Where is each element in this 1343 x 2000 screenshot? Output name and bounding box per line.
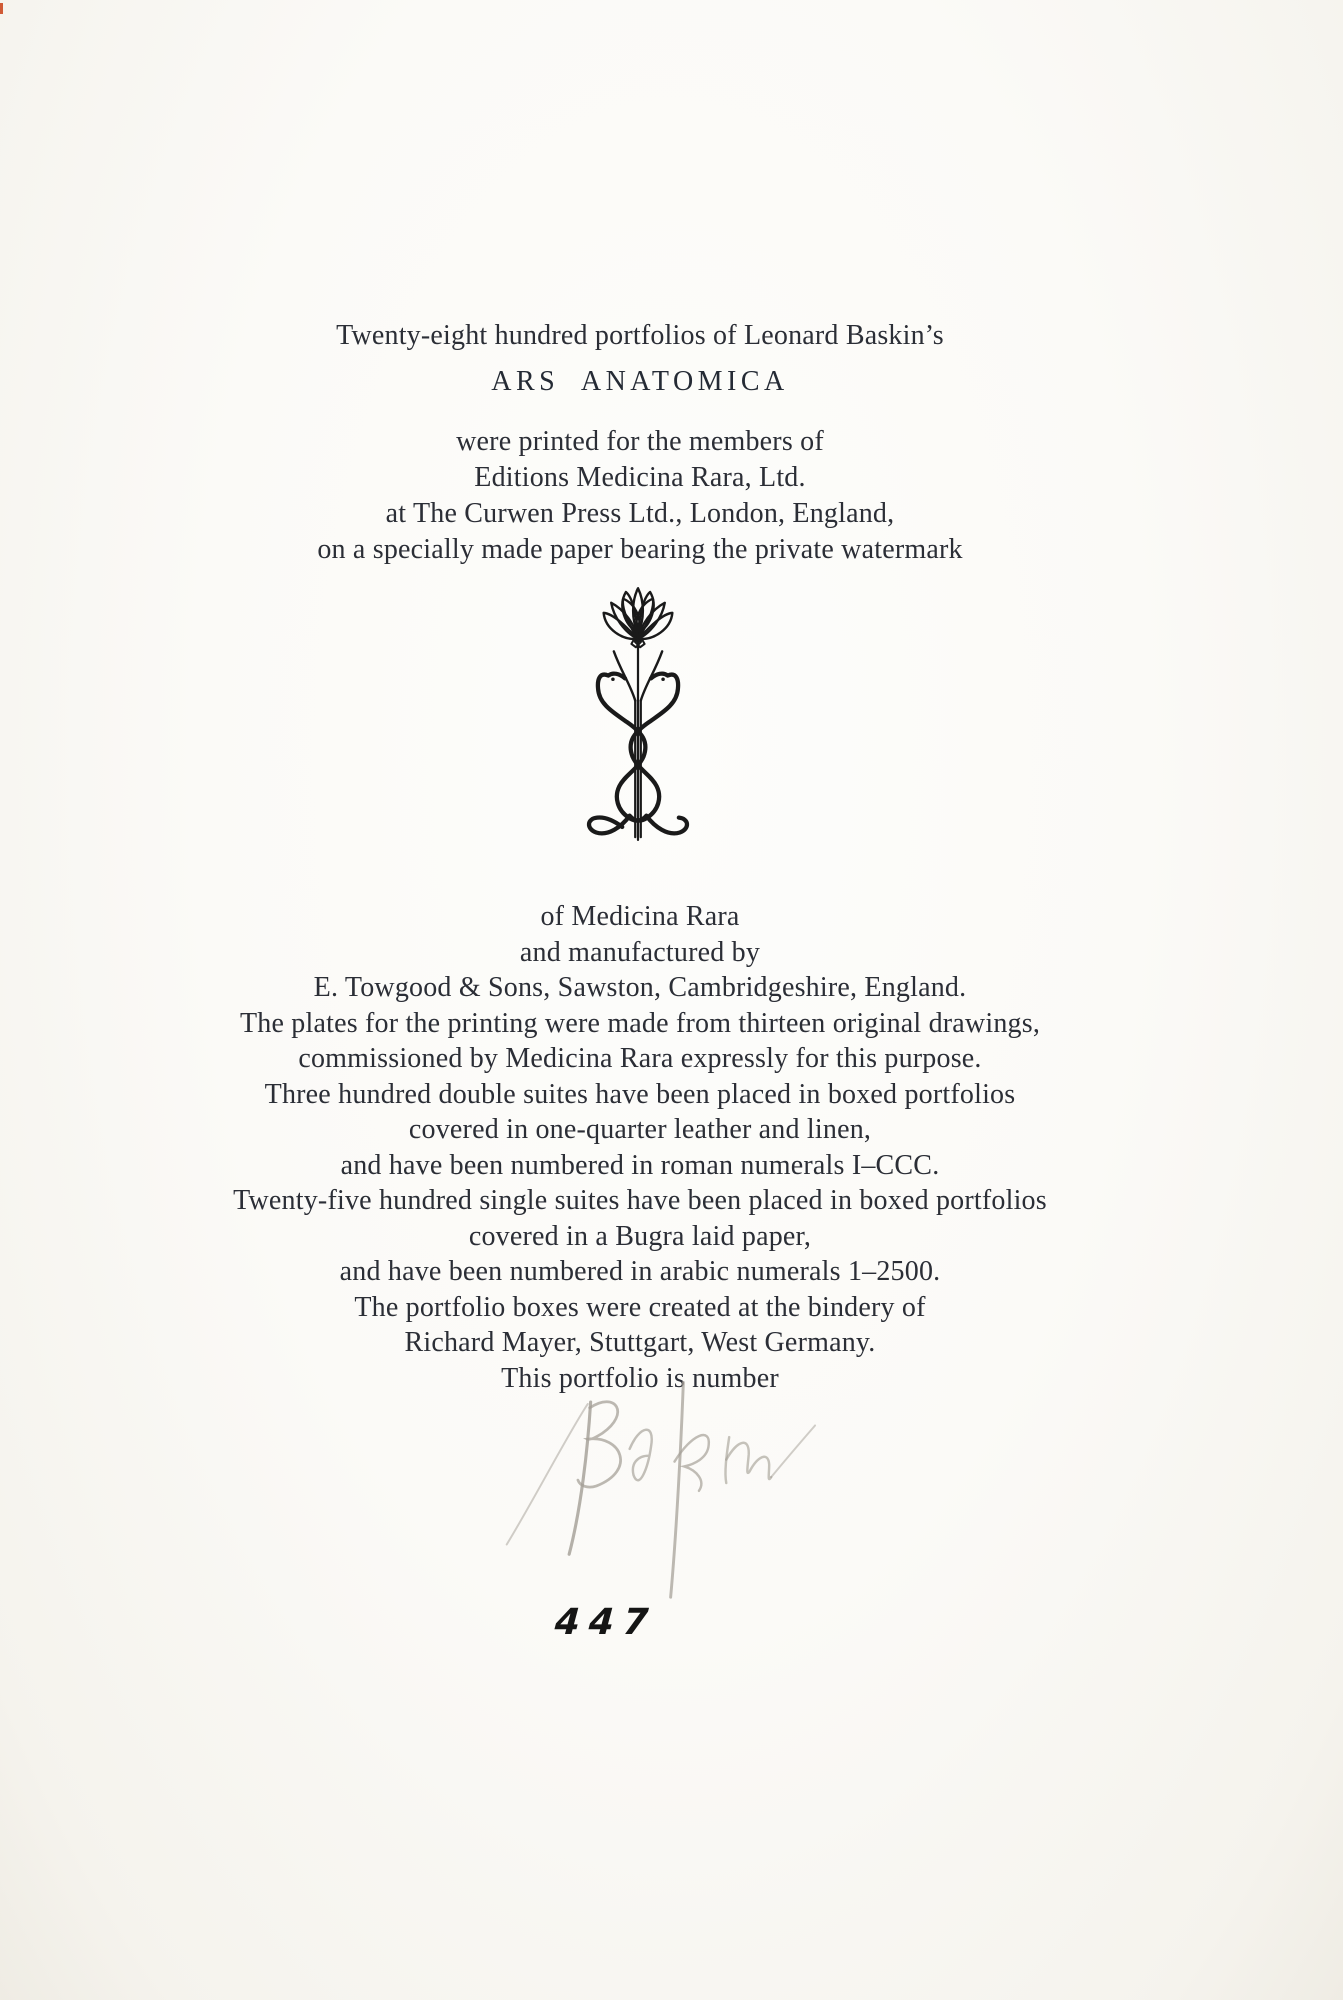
colophon-line: The plates for the printing were made from thirteen original drawings, bbox=[239, 1008, 1041, 1039]
colophon-line: and have been numbered in roman numerals I–CCC. bbox=[340, 1150, 940, 1181]
page-edge-mark bbox=[0, 3, 3, 14]
colophon-line: This portfolio is number bbox=[501, 1363, 779, 1394]
colophon-line: Twenty-five hundred single suites have been placed in boxed portfolios bbox=[233, 1185, 1047, 1216]
portfolio-number: 447 bbox=[553, 1602, 659, 1643]
colophon-line: at The Curwen Press Ltd., London, England, bbox=[385, 498, 895, 529]
colophon-line: Three hundred double suites have been placed in boxed portfolios bbox=[264, 1079, 1016, 1110]
colophon-line: E. Towgood & Sons, Sawston, Cambridgeshire, England. bbox=[313, 972, 967, 1003]
colophon-line: and manufactured by bbox=[519, 937, 761, 968]
colophon-line: Editions Medicina Rara, Ltd. bbox=[474, 462, 806, 493]
colophon-line: covered in one-quarter leather and linen, bbox=[408, 1114, 872, 1145]
colophon-line: covered in a Bugra laid paper, bbox=[468, 1221, 812, 1252]
book-title: ARS ANATOMICA bbox=[491, 366, 789, 397]
colophon-line: commissioned by Medicina Rara expressly for this purpose. bbox=[298, 1043, 982, 1074]
colophon-line: and have been numbered in arabic numerals 1–2500. bbox=[339, 1256, 941, 1287]
colophon-line: of Medicina Rara bbox=[540, 901, 740, 932]
colophon-line: Richard Mayer, Stuttgart, West Germany. bbox=[404, 1327, 876, 1358]
colophon-intro-line: Twenty-eight hundred portfolios of Leonard Baskin’s bbox=[336, 320, 944, 351]
colophon-line: were printed for the members of bbox=[456, 426, 824, 457]
baskin-signature bbox=[495, 1366, 817, 1602]
colophon-line: on a specially made paper bearing the private watermark bbox=[317, 534, 963, 565]
colophon-line: The portfolio boxes were created at the bindery of bbox=[354, 1292, 926, 1323]
caduceus-tulip-watermark-icon bbox=[573, 578, 703, 866]
